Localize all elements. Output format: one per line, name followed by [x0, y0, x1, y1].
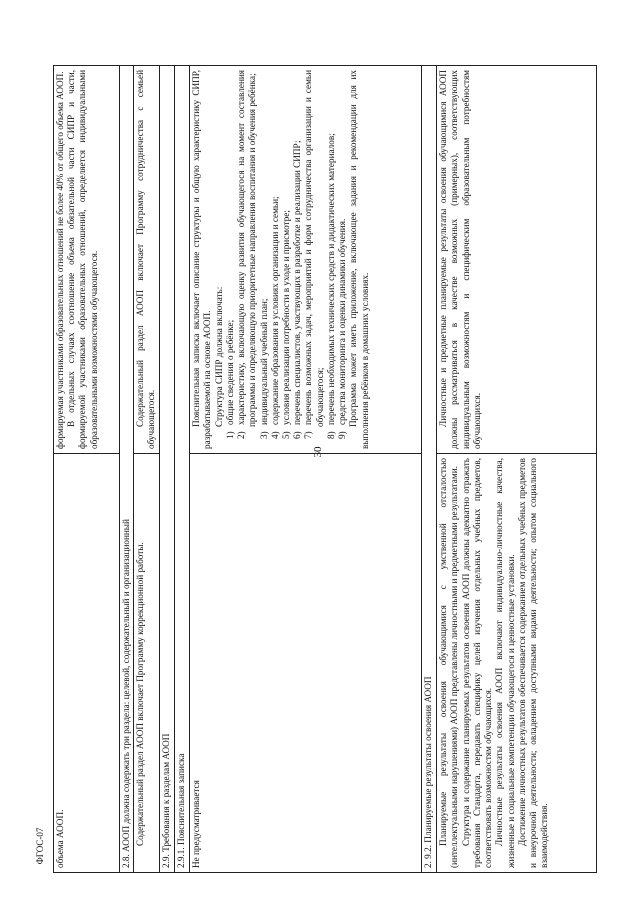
table-row — [134, 66, 160, 873]
cell-text: формируемая участниками образовательных отношений не более 40% от общего объема АООП. — [55, 71, 65, 449]
cell-text: Содержательный раздел АООП включает Программу коррекционной работы. — [135, 542, 146, 846]
table-cell — [190, 66, 422, 454]
cell-text: Личностные и предметные планируемые результаты освоения обучающимися АООП должны рассматриваться в качестве возможных (примерных), соответствующих индивидуальным возможностям и специфическим образовательным потребностям обучающихся. — [438, 70, 482, 449]
table-row — [437, 66, 597, 873]
list-item: 9)средства мониторинга и оценки динамики обучения. — [337, 218, 348, 439]
table-cell — [437, 66, 597, 454]
section-heading-row — [422, 66, 437, 873]
cell-text: Структура и содержание планируемых результатов освоения АООП должны адекватно отражать требования Стандарта, передавать специфику целей изучения отдельных учебных предметов, соответствовать возможностям обучающихся. — [460, 458, 494, 868]
cell-text: Достижение личностных результатов обеспечивается содержанием отдельных учебных предметов и внеурочной деятельности; овладением доступными видами деятельности; опытом социального взаимодействия. — [516, 458, 550, 868]
cell-text: Не предусматривается — [191, 780, 202, 868]
table-cell — [190, 454, 422, 873]
cell-text: объема АООП. — [55, 809, 65, 868]
table-cell — [134, 66, 160, 454]
list-item: 2)характеристику, включающую оценку развития обучающегося на момент составления программы и определяющую приоритетные направления воспитания и обучения ребёнка; — [236, 70, 258, 439]
footer-code: ФГОС-07 — [35, 827, 45, 865]
table-row — [190, 66, 422, 873]
cell-text: Структура СИПР должна включать: — [213, 286, 224, 427]
cell-text: Пояснительная записка включает описание структуры и общую характеристику СИПР, разрабатываемой на основе АООП. — [191, 70, 213, 449]
page-number: 30 — [312, 446, 324, 458]
table-cell — [134, 454, 160, 873]
list-item: 8)перечень необходимых технических средств и дидактических материалов; — [325, 133, 336, 439]
list-item: 1)общие сведения о ребёнке; — [224, 319, 235, 439]
list-item: 4)содержание образования в условиях организации и семьи; — [269, 196, 280, 439]
table-cell — [54, 66, 120, 454]
list-item: 3)индивидуальный учебный план; — [258, 298, 269, 439]
cell-text: В отдельных случаях соотношение объема обязательной части СИПР и части, формируемой участниками образовательных отношений, определяется индивидуальными образовательными возможностями обучающегося. — [66, 70, 99, 449]
section-heading-row — [160, 66, 175, 873]
section-heading: 2.8. АООП должна содержать три раздела: целевой, содержательный и организационный — [120, 66, 134, 873]
list-item: 6)перечень специалистов, участвующих в разработке и реализации СИПР; — [292, 140, 303, 439]
requirements-table — [53, 65, 597, 873]
section-heading-row — [120, 66, 134, 873]
table-cell — [437, 454, 597, 873]
table-row — [54, 66, 120, 873]
cell-text: Личностные результаты освоения АООП включают индивидуально-личностные качества, жизненные и социальные компетенции обучающегося и ценностные установки. — [494, 458, 516, 868]
section-heading: 2. 9.2. Планируемые результаты освоения АООП — [422, 66, 437, 873]
cell-text: Содержательный раздел АООП включает Программу сотрудничества с семьей обучающегося. — [135, 70, 157, 449]
cell-text: Планируемые результаты освоения обучающимися с умственной отсталостью (интеллектуальными нарушениями) АООП представлены личностными и предметными результатами. — [438, 458, 460, 868]
section-heading: 2.9. Требования к разделам АООП — [160, 66, 175, 873]
table-cell — [54, 454, 120, 873]
list-item: 7)перечень возможных задач, мероприятий и форм сотрудничества организации и семьи обучающегося; — [303, 70, 325, 439]
section-heading: 2.9.1. Пояснительная записка — [175, 66, 190, 873]
list-item: 5)условия реализации потребности в уходе и присмотре; — [280, 210, 291, 439]
section-heading-row — [175, 66, 190, 873]
rotated-table-container — [53, 65, 593, 873]
cell-text: Программа может иметь приложение, включающее задания и рекомендации для их выполнения ребёнком в домашних условиях. — [348, 70, 370, 449]
